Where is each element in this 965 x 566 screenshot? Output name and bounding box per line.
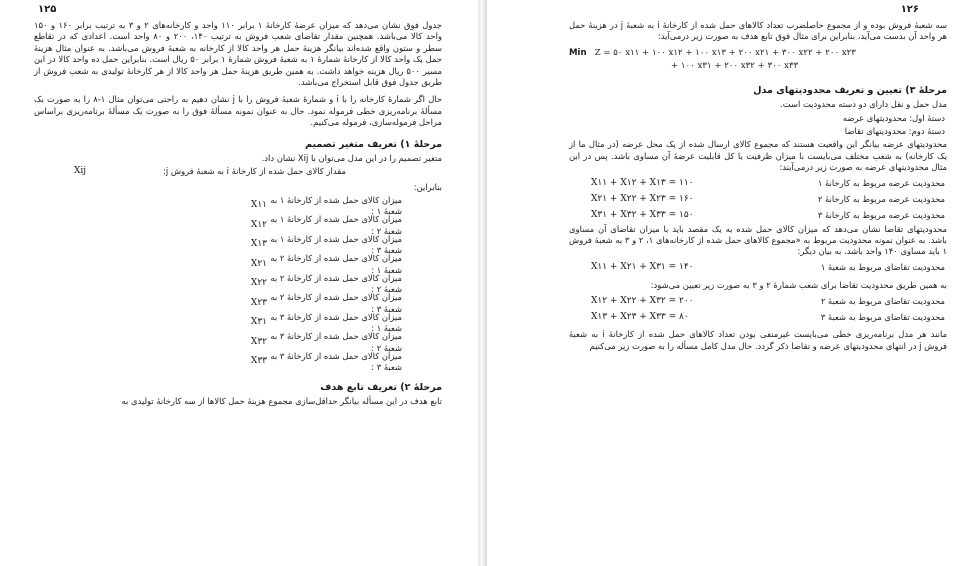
constraint-text: محدودیت عرضه مربوط به کارخانهٔ ۲ [817, 193, 945, 204]
constraint-equation: X۱۲ + X۲۲ + X۳۲ = ۲۰۰ [591, 295, 694, 306]
group-1-label: دستهٔ اول: محدودیتهای عرضه [842, 112, 945, 123]
definition-row [34, 235, 442, 255]
definition-row [34, 274, 442, 294]
constraint-text: محدودیت تقاضای مربوط به شعبهٔ ۱ [820, 262, 945, 273]
group-2-label: دستهٔ دوم: محدودیتهای تقاضا [844, 126, 945, 137]
right-page-content [569, 20, 947, 354]
definitions-list [34, 196, 442, 372]
constraints-intro: مدل حمل و نقل دارای دو دسته محدودیت است. [780, 99, 947, 110]
formula-text-1: Z = ۵۰ x۱۱ + ۱۰۰ x۱۲ + ۱۰۰ x۱۳ + ۲۰۰ x۲۱ + ۳۰۰ x۲۲ + ۲۰۰ x۲۳ [594, 47, 856, 58]
constraint-equation: X۱۳ + X۲۳ + X۳۳ = ۸۰ [591, 311, 689, 322]
constraint-row [569, 260, 947, 276]
book-spine [478, 0, 487, 566]
definition-symbol: X۱۳ [250, 239, 267, 250]
definition-symbol: X۳۱ [250, 317, 267, 328]
definition-text: میزان کالای حمل شده از کارخانهٔ ۲ به شعبهٔ ۱ : [270, 253, 402, 275]
definition-text: میزان کالای حمل شده از کارخانهٔ ۳ به شعبهٔ ۳ : [270, 350, 402, 373]
definition-symbol: X۱۲ [250, 219, 267, 230]
supply-paragraph: محدودیتهای عرضه بیانگر این واقعیت هستند که مجموع کالای ارسال شده از یک محل عرضه (در مثال ما از یک کارخانه) به شعب مختلف می‌بایست با میزان ظرفیت یا کل قابلیت عرضهٔ آن مساوی باشد. پس در این مثال محدودیتهای عرضه به صورت زیر درمی‌آیند: [569, 139, 947, 173]
definition-text: میزان کالای حمل شده از کارخانهٔ ۱ به شعبهٔ ۲ : [270, 214, 402, 236]
constraint-row [569, 309, 947, 325]
definition-row [34, 216, 442, 236]
definition-row [34, 333, 442, 353]
intro-paragraph: جدول فوق نشان می‌دهد که میزان عرضهٔ کارخانهٔ ۱ برابر ۱۱۰ واحد و کارخانه‌های ۲ و ۳ به ترتیب برابر ۱۶۰ و ۱۵۰ واحد کالا می‌باشد. همچنین مقدار تقاضای شعب فروش به ترتیب ۱۴۰، ۲۰۰ و ۸۰ واحد است. اعدادی که در تقاطع سطر و ستون واقع شده‌اند بیانگر هزینهٔ حمل هر واحد کالا از کارخانه به شعبهٔ فروش می‌باشد. به عنوان مثال هزینهٔ حمل یک واحد کالا از کارخانهٔ شمارهٔ ۱ به شعبهٔ فروش شمارهٔ ۱ برابر ۵۰ ریال است. بنابراین حمل ده واحد کالا در این مسیر ۵۰۰ ریال هزینه خواهد داشت. به همین طریق هزینهٔ حمل هر واحد کالا از هر کارخانهٔ تولیدی به شعب فروش از طریق جدول فوق قابل استخراج می‌باشد. [34, 20, 442, 88]
definition-symbol: X۳۲ [250, 336, 267, 347]
constraint-text: محدودیت عرضه مربوط به کارخانهٔ ۱ [817, 177, 945, 188]
constraint-text: محدودیت عرضه مربوط به کارخانهٔ ۳ [817, 209, 945, 220]
variable-definition-symbol: Xij [74, 166, 87, 177]
variable-definition-text: مقدار کالای حمل شده از کارخانهٔ i به شعبهٔ فروش j: [163, 166, 346, 177]
closing-paragraph: مانند هر مدل برنامه‌ریزی خطی می‌بایست غیرمنفی بودن تعداد کالاهای حمل شده از کارخانهٔ i به شعبهٔ فروش j در انتهای محدودیتهای عرضه و تقاضا ذکر گردد. حال مدل کامل مسأله را به صورت زیر می‌کنیم [569, 329, 947, 351]
page-number: ۱۲۵ [38, 4, 57, 15]
left-page [0, 0, 478, 566]
constraint-text: محدودیت تقاضای مربوط به شعبهٔ ۲ [820, 295, 945, 306]
heading-step-2: مرحلهٔ ۲) تعریف تابع هدف [320, 381, 442, 393]
constraint-row [569, 192, 947, 208]
left-page-content [34, 20, 442, 410]
paragraph-2: حال اگر شمارهٔ کارخانه را با i و شمارهٔ شعبهٔ فروش را با j نشان دهیم به راحتی می‌توان مثال ۱-۸ را به صورت یک مسألهٔ برنامه‌ریزی خطی فرموله نمود. حال به عنوان نمونه مسألهٔ فوق را به صورت یک مسألهٔ برنامه‌ریزی براساس مراحل فرموله‌سازی، فرموله می‌کنیم. [34, 94, 443, 128]
demand-paragraph: محدودیتهای تقاضا نشان می‌دهد که میزان کالای حمل شده به یک مقصد باید با میزان تقاضای آن مساوی باشد. به عنوان نمونه محدودیت مربوط به «مجموع کالاهای حمل شده از کارخانه‌های ۱، ۲ و ۳ به شعبهٔ فروش ۱ باید مساوی ۱۴۰ واحد باشد. به بیان دیگر: [569, 223, 947, 257]
similar-line: به همین طریق محدودیت تقاضا برای شعب شمارهٔ ۲ و ۳ به صورت زیر تعیین می‌شود: [650, 279, 947, 290]
constraint-equation: X۲۱ + X۲۲ + X۲۳ = ۱۶۰ [591, 193, 694, 204]
constraint-equation: X۱۱ + X۱۲ + X۱۳ = ۱۱۰ [591, 177, 694, 188]
heading-step-1: مرحلهٔ ۱) تعریف متغیر تصمیم [305, 138, 442, 150]
definition-text: میزان کالای حمل شده از کارخانهٔ ۱ به شعبهٔ ۳ : [270, 233, 402, 256]
definition-symbol: X۳۳ [250, 356, 267, 367]
therefore-label: بنابراین: [413, 181, 442, 192]
constraint-equation: X۳۱ + X۳۲ + X۳۳ = ۱۵۰ [591, 209, 694, 220]
variable-definition [34, 166, 442, 177]
heading-step-3: مرحلهٔ ۳) تعیین و تعریف محدودیتهای مدل [753, 84, 947, 96]
definition-row [34, 196, 442, 216]
definition-row [34, 255, 442, 275]
demand-constraints [569, 293, 947, 325]
intro-paragraph: سه شعبهٔ فروش بوده و از مجموع حاصلضرب تعداد کالاهای حمل شده از کارخانهٔ i به شعبهٔ j در هزینهٔ حمل هر واحد آن بدست می‌آید، بنابراین برای مثال فوق تابع هدف به صورت زیر درمی‌آید: [569, 20, 947, 42]
constraint-row [569, 293, 947, 309]
definition-text: میزان کالای حمل شده از کارخانهٔ ۱ به شعبهٔ ۱ : [270, 194, 402, 217]
formula-line-1 [569, 47, 947, 60]
definition-text: میزان کالای حمل شده از کارخانهٔ ۳ به شعبهٔ ۱ : [270, 311, 402, 334]
definition-row [34, 352, 442, 372]
constraint-text: محدودیت تقاضای مربوط به شعبهٔ ۳ [820, 311, 945, 322]
supply-constraints [569, 176, 947, 224]
variable-intro: متغیر تصمیم را در این مدل می‌توان با Xij نشان داد. [261, 153, 442, 164]
definition-row [34, 294, 442, 314]
definition-symbol: X۱۱ [250, 200, 267, 211]
definition-row [34, 313, 442, 333]
definition-text: میزان کالای حمل شده از کارخانهٔ ۲ به شعبهٔ ۲ : [270, 272, 402, 295]
constraint-row [569, 208, 947, 224]
page-number: ۱۲۶ [900, 4, 919, 15]
objective-formula [569, 47, 947, 73]
definition-symbol: X۲۱ [250, 258, 267, 269]
right-page [487, 0, 965, 566]
definition-text: میزان کالای حمل شده از کارخانهٔ ۲ به شعبهٔ ۳ : [270, 292, 402, 314]
constraint-row [569, 176, 947, 192]
objective-paragraph: تابع هدف در این مسأله بیانگر حداقل‌سازی مجموع هزینهٔ حمل کالاها از سه کارخانهٔ تولیدی به [121, 396, 442, 407]
formula-label: Min [569, 47, 587, 58]
constraint-equation: X۱۱ + X۲۱ + X۳۱ = ۱۴۰ [591, 262, 694, 273]
formula-line-2: + ۱۰۰ x۳۱ + ۲۰۰ x۳۲ + ۳۰۰ x۳۳ [671, 60, 799, 71]
definition-text: میزان کالای حمل شده از کارخانهٔ ۳ به شعبهٔ ۲ : [270, 331, 402, 353]
definition-symbol: X۲۳ [250, 297, 267, 308]
definition-symbol: X۲۲ [250, 278, 267, 289]
